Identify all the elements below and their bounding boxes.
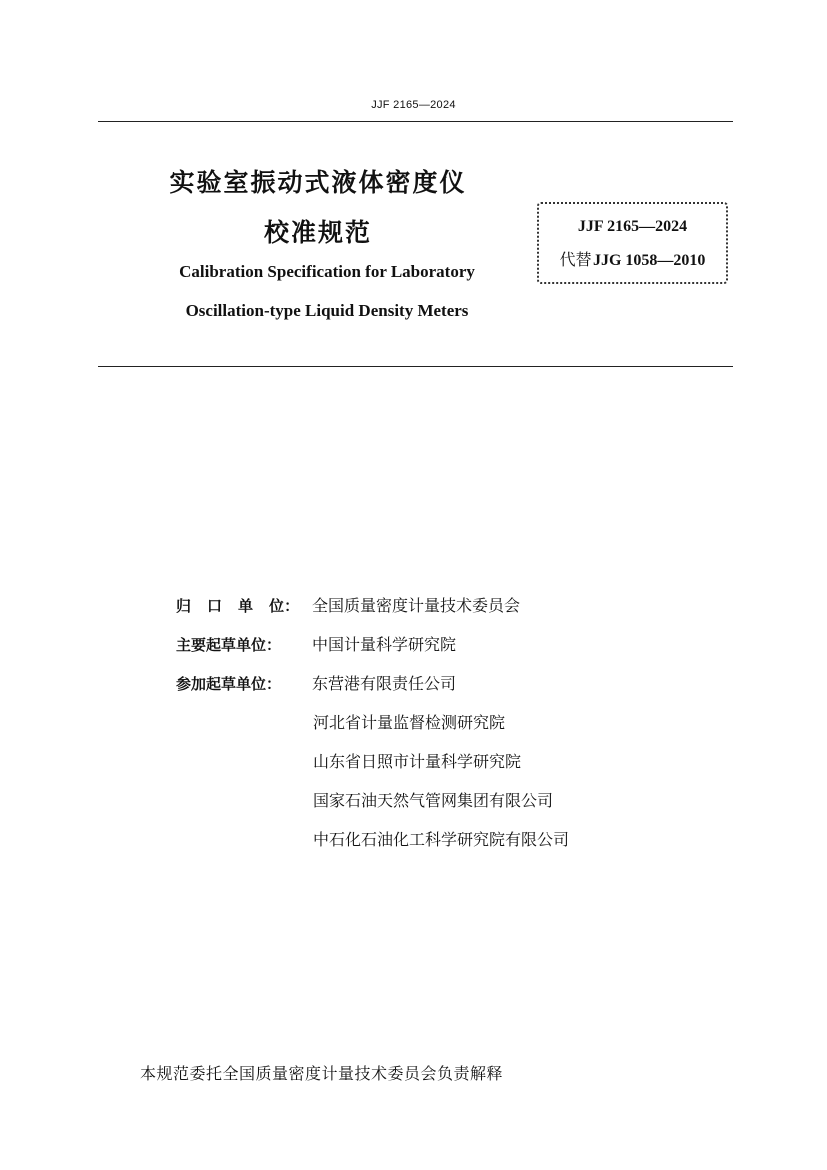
interpretation-note: 本规范委托全国质量密度计量技术委员会负责解释 [140, 1064, 504, 1083]
specification-code-box [537, 202, 728, 284]
responsible-unit-row [176, 593, 520, 616]
specification-code: JJF 2165—2024 [577, 218, 688, 235]
participating-unit-value: 河北省计量监督检测研究院 [313, 713, 506, 732]
middle-divider [98, 366, 733, 367]
replaces-code: JJG 1058—2010 [592, 252, 706, 269]
label-char: 归 [176, 597, 192, 615]
top-divider [98, 121, 733, 122]
participating-unit-row [176, 671, 456, 694]
label-char: 口 [207, 597, 223, 615]
title-english-line-1: Calibration Specification for Laboratory [179, 262, 475, 281]
title-english-line-2: Oscillation-type Liquid Density Meters [185, 301, 469, 320]
participating-unit-label: 参加起草单位： [176, 675, 282, 693]
participating-unit-value: 东营港有限责任公司 [312, 674, 457, 693]
title-chinese-line-2: 校准规范 [263, 218, 372, 247]
responsible-unit-label: 归 口 单 位： [176, 597, 300, 615]
replaces-code-line [539, 247, 726, 270]
participating-unit-value: 山东省日照市计量科学研究院 [313, 752, 522, 771]
replaces-prefix: 代替 [559, 250, 592, 269]
main-drafting-unit-value: 中国计量科学研究院 [312, 635, 457, 654]
label-char: 单 [238, 597, 254, 615]
title-chinese-line-1: 实验室振动式液体密度仪 [169, 168, 467, 197]
label-char: 位 [269, 597, 285, 615]
main-drafting-unit-label: 主要起草单位： [176, 636, 282, 654]
header-document-code: JJF 2165—2024 [371, 99, 456, 111]
participating-unit-value: 国家石油天然气管网集团有限公司 [313, 791, 554, 810]
main-drafting-unit-row [176, 632, 456, 655]
participating-unit-value: 中石化石油化工科学研究院有限公司 [313, 830, 570, 849]
responsible-unit-value: 全国质量密度计量技术委员会 [312, 596, 521, 615]
